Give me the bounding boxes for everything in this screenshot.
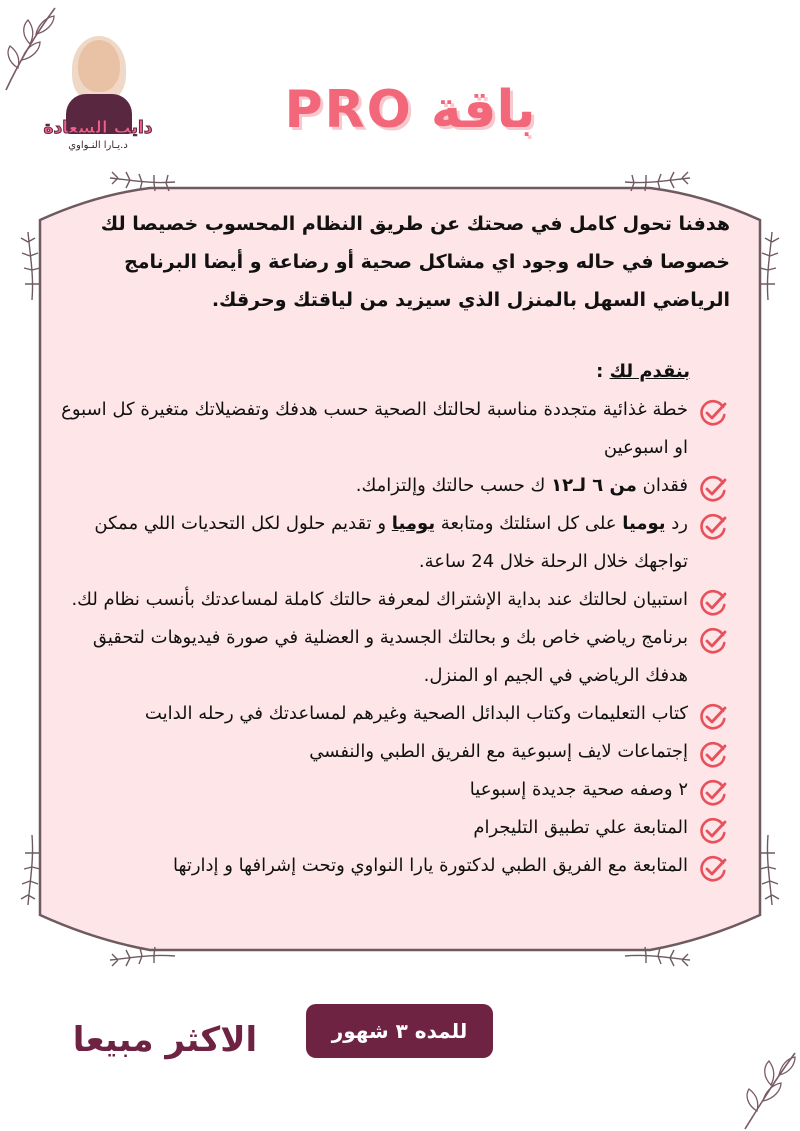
feature-text-text: ٢ وصفه صحية جديدة إسبوعيا (469, 779, 688, 800)
features-list (60, 391, 730, 885)
check-icon (698, 854, 728, 884)
feature-text-bold: من ٦ لـ١٢ (551, 475, 637, 496)
feature-text-text: خطة غذائية متجددة مناسبة لحالتك الصحية حسب هدفك وتفضيلاتك متغيرة كل اسبوع او اسبوعين (61, 399, 688, 458)
feature-item (60, 771, 730, 809)
feature-text-bold: يوميا (622, 513, 666, 534)
feature-item (60, 809, 730, 847)
brand-logo (38, 36, 158, 154)
feature-text-post: ك حسب حالتك وإلتزامك. (355, 475, 552, 496)
feature-text-text: المتابعة مع الفريق الطبي لدكتورة يارا النواوي وتحت إشرافها و إدارتها (173, 855, 688, 876)
feature-item (60, 467, 730, 505)
offers-heading (60, 355, 690, 389)
offers-heading-text: بنقدم لك (609, 361, 690, 382)
feature-item (60, 695, 730, 733)
feature-item (60, 505, 730, 581)
check-icon (698, 816, 728, 846)
feature-item (60, 619, 730, 695)
check-icon (698, 588, 728, 618)
check-icon (698, 740, 728, 770)
feature-text-text: برنامج رياضي خاص بك و بحالتك الجسدية و العضلية في صورة فيديوهات لتحقيق هدفك الرياضي في الجيم او المنزل. (92, 627, 688, 686)
feature-text-text: إجتماعات لايف إسبوعية مع الفريق الطبي والنفسي (309, 741, 688, 762)
feature-item (60, 391, 730, 467)
feature-item (60, 733, 730, 771)
bestseller-label: الاكثر مبيعا (72, 1020, 258, 1060)
logo-brand-text: دايت السعادة (43, 118, 153, 138)
feature-text-post: و تقديم حلول لكل التحديات اللي ممكن تواجهك خلال الرحلة خلال 24 ساعة. (94, 513, 688, 572)
check-icon (698, 474, 728, 504)
offers-heading-suffix: : (596, 361, 610, 382)
check-icon (698, 512, 728, 542)
feature-item (60, 581, 730, 619)
feature-text-mid: على كل اسئلتك ومتابعة (435, 513, 623, 534)
feature-text-text: استبيان لحالتك عند بداية الإشتراك لمعرفة حالتك كاملة لمساعدتك بأنسب نظام لك. (71, 589, 688, 610)
duration-badge: للمده ٣ شهور (306, 1004, 493, 1058)
page-title: باقة PRO (284, 80, 536, 140)
feature-text-text: كتاب التعليمات وكتاب البدائل الصحية وغيرهم لمساعدتك في رحله الدايت (144, 703, 688, 724)
check-icon (698, 778, 728, 808)
leaf-branch-bottom-right (735, 1045, 800, 1131)
card-content (60, 205, 730, 885)
intro-paragraph: هدفنا تحول كامل في صحتك عن طريق النظام المحسوب خصيصا لك خصوصا في حاله وجود اي مشاكل صحية أو رضاعة و أيضا البرنامج الرياضي السهل بالمنزل الذي سيزيد من لياقتك وحرقك. (100, 213, 730, 311)
feature-text-pre: فقدان (636, 475, 688, 496)
logo-subtitle: د.يـارا النـواوي (68, 140, 128, 151)
logo-face (78, 40, 120, 92)
check-icon (698, 702, 728, 732)
feature-text-pre: رد (665, 513, 688, 534)
check-icon (698, 398, 728, 428)
check-icon (698, 626, 728, 656)
feature-text-bold2: يوميا (391, 513, 436, 534)
feature-text-text: المتابعة علي تطبيق التليجرام (473, 817, 688, 838)
feature-item (60, 847, 730, 885)
